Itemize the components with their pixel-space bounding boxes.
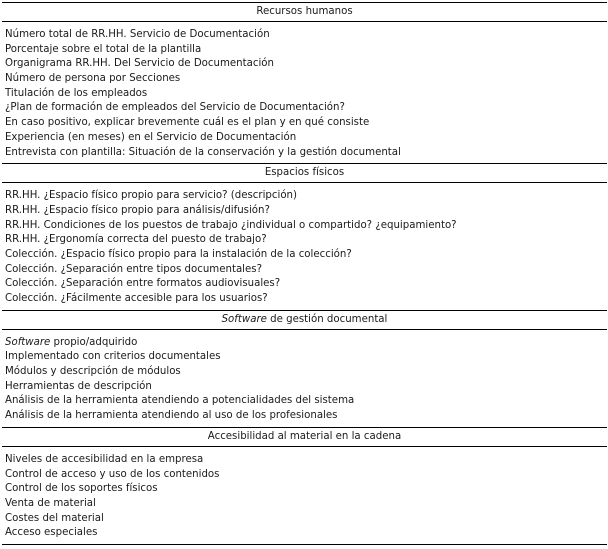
row-italic-term: Software (5, 336, 51, 348)
table-row: Implementado con criterios documentales (5, 351, 221, 363)
table-row: RR.HH. Condiciones de los puestos de trabajo ¿individual o compartido? ¿equipamiento? (5, 219, 457, 231)
table-row: Acceso especiales (5, 527, 98, 539)
row-rest: propio/adquirido (50, 336, 138, 348)
section-header-software (2, 311, 607, 330)
table-row: Niveles de accesibilidad en la empresa (5, 453, 204, 465)
table-row: Herramientas de descripción (5, 380, 152, 392)
section-header-software-rest: de gestión documental (266, 313, 388, 325)
table-row: Control de acceso y uso de los contenidos (5, 468, 220, 480)
table-row: Costes del material (5, 512, 104, 524)
table-row: Organigrama RR.HH. Del Servicio de Documentación (5, 58, 274, 70)
table-row: Porcentaje sobre el total de la plantilla (5, 43, 202, 55)
table-row: Control de los soportes físicos (5, 483, 158, 495)
table-row: Número total de RR.HH. Servicio de Documentación (5, 29, 270, 40)
table-row: Colección. ¿Separación entre formatos audiovisuales? (5, 278, 281, 290)
table-row: Venta de material (5, 497, 96, 509)
table-row: Colección. ¿Espacio físico propio para la instalación de la colección? (5, 248, 352, 260)
section-header-accesibilidad: Accesibilidad al material en la cadena (2, 428, 607, 447)
section-body-software (2, 330, 607, 428)
table-row: Colección. ¿Fácilmente accesible para los usuarios? (5, 293, 268, 304)
table-row: En caso positivo, explicar brevemente cuál es el plan y en qué consiste (5, 117, 370, 129)
table-row: Análisis de la herramienta atendiendo al uso de los profesionales (5, 410, 338, 422)
table-row: Experiencia (en meses) en el Servicio de Documentación (5, 131, 297, 143)
table-row: Entrevista con plantilla: Situación de la conservación y la gestión documental (5, 146, 401, 158)
table-row: ¿Plan de formación de empleados del Servicio de Documentación? (5, 102, 345, 114)
table-row: Colección. ¿Separación entre tipos documentales? (5, 263, 263, 275)
table-row: Análisis de la herramienta atendiendo a potencialidades del sistema (5, 395, 355, 407)
section-header-espacios-fisicos: Espacios físicos (2, 164, 607, 183)
table-row: Número de persona por Secciones (5, 73, 181, 85)
table-row: Titulación de los empleados (5, 87, 148, 99)
table-row: RR.HH. ¿Espacio físico propio para análisis/difusión? (5, 204, 270, 216)
section-header-recursos-humanos: Recursos humanos (2, 3, 607, 22)
section-body-accesibilidad (2, 447, 607, 544)
section-body-espacios-fisicos (2, 183, 607, 311)
section-body-recursos-humanos (2, 22, 607, 164)
section-header-software-italic: Software (221, 313, 267, 325)
table-row: RR.HH. ¿Espacio físico propio para servicio? (descripción) (5, 190, 297, 202)
table-row: RR.HH. ¿Ergonomía correcta del puesto de trabajo? (5, 234, 267, 246)
evaluation-table (2, 2, 607, 545)
table-row (5, 336, 607, 351)
table-row: Módulos y descripción de módulos (5, 366, 181, 378)
